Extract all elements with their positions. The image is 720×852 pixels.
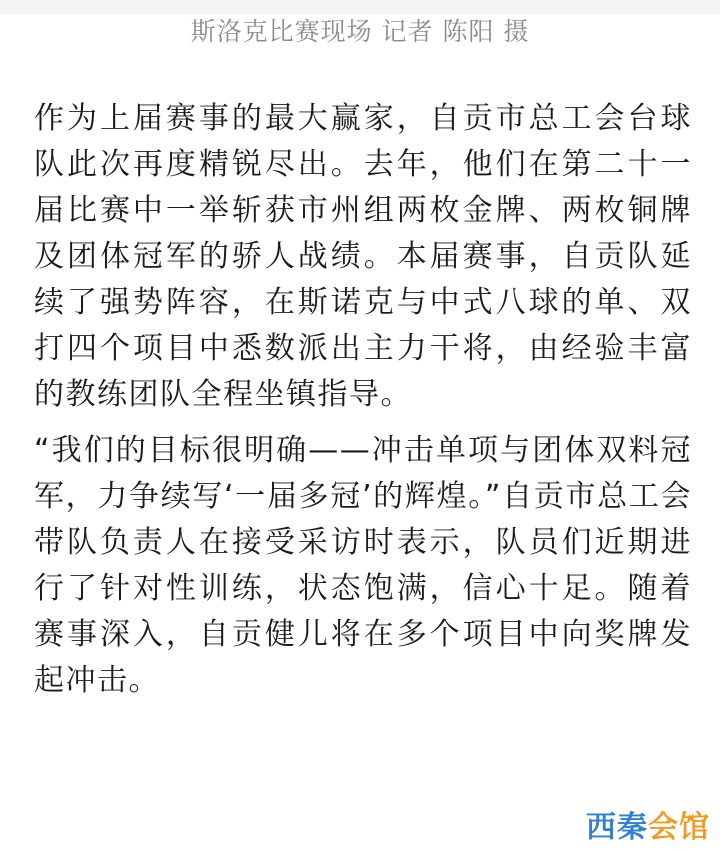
watermark-text-secondary: 会馆 [648, 810, 710, 845]
top-divider-strip [0, 0, 720, 14]
photo-caption: 斯洛克比赛现场 记者 陈阳 摄 [190, 17, 530, 46]
watermark-logo [586, 810, 710, 846]
article-paragraph-2: “我们的目标很明确——冲击单项与团体双料冠军，力争续写‘一届多冠’的辉煌。”自贡市总工会带队负责人在接受采访时表示，队员们近期进行了针对性训练，状态饱满，信心十足。随着赛事深入，自贡健儿将在多个项目中向奖牌发起冲击。 [34, 433, 692, 698]
article-body [34, 96, 692, 704]
watermark-text-primary: 西秦 [586, 810, 648, 845]
article-paragraph-1: 作为上届赛事的最大赢家，自贡市总工会台球队此次再度精锐尽出。去年，他们在第二十一届比赛中一举斩获市州组两枚金牌、两枚铜牌及团体冠军的骄人战绩。本届赛事，自贡队延续了强势阵容，在斯诺克与中式八球的单、双打四个项目中悉数派出主力干将，由经验丰富的教练团队全程坐镇指导。 [34, 101, 692, 412]
